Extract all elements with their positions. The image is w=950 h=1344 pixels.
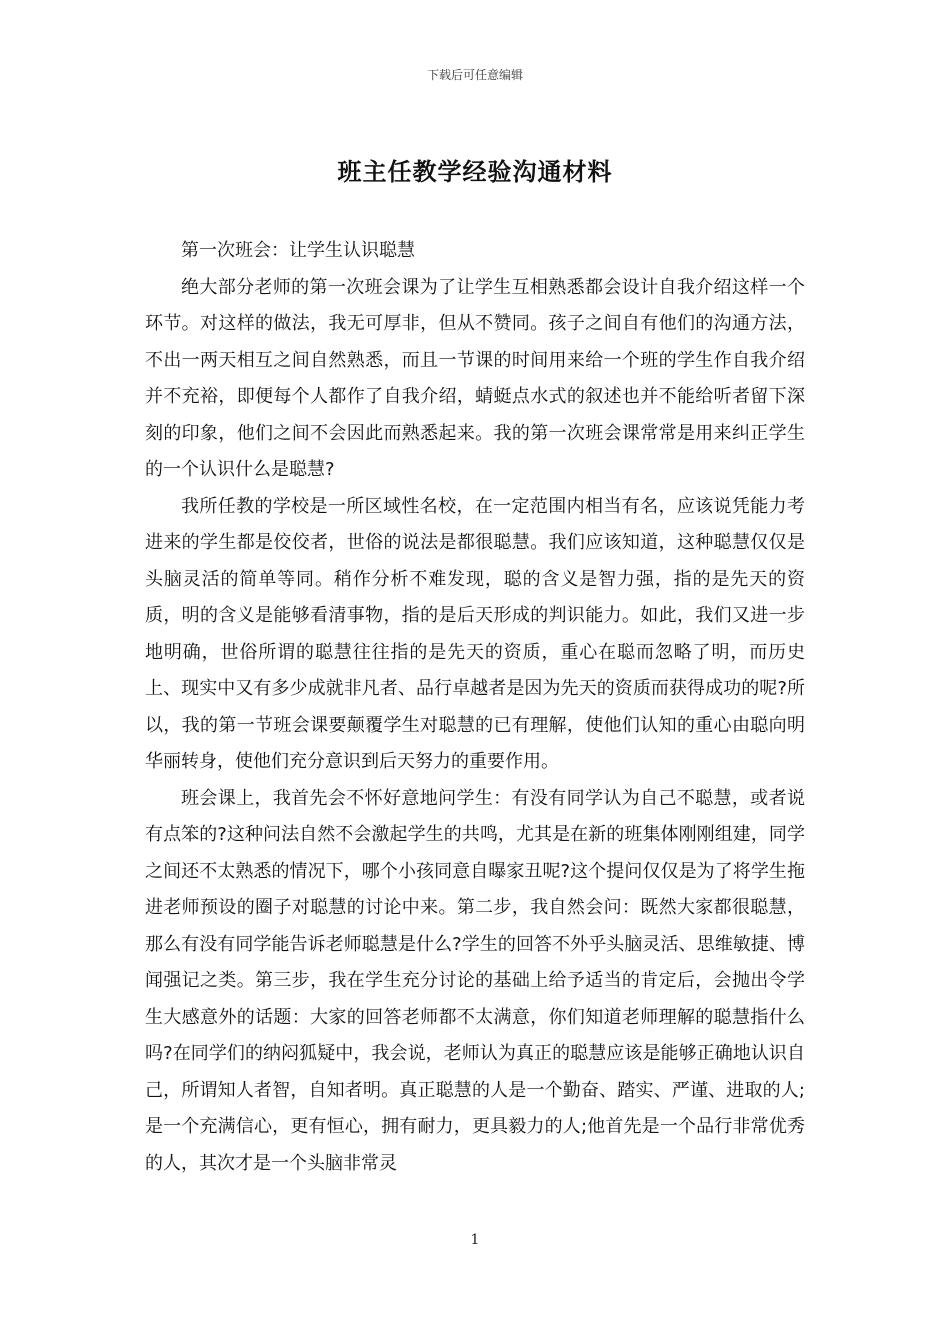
paragraph: 我所任教的学校是一所区域性名校，在一定范围内相当有名，应该说凭能力考进来的学生都是佼佼者，世俗的说法是都很聪慧。我们应该知道，这种聪慧仅仅是头脑灵活的简单等同。稍作分析不难发现，聪的含义是智力强，指的是先天的资质，明的含义是能够看清事物，指的是后天形成的判识能力。如此，我们又进一步地明确，世俗所谓的聪慧往往指的是先天的资质，重心在聪而忽略了明，而历史上、现实中又有多少成就非凡者、品行卓越者是因为先天的资质而获得成功的呢?所以，我的第一节班会课要颠覆学生对聪慧的已有理解，使他们认知的重心由聪向明华丽转身，使他们充分意识到后天努力的重要作用。 xyxy=(145,495,805,772)
document-body xyxy=(145,233,805,1182)
page-number: 1 xyxy=(470,1232,480,1248)
page-header-note: 下载后可任意编辑 xyxy=(426,68,523,82)
section-heading: 第一次班会：让学生认识聪慧 xyxy=(181,240,415,261)
paragraph: 班会课上，我首先会不怀好意地问学生：有没有同学认为自己不聪慧，或者说有点笨的?这种问法自然不会激起学生的共鸣，尤其是在新的班集体刚刚组建，同学之间还不太熟悉的情况下，哪个小孩同意自曝家丑呢?这个提问仅仅是为了将学生拖进老师预设的圈子对聪慧的讨论中来。第二步，我自然会问：既然大家都很聪慧，那么有没有同学能告诉老师聪慧是什么?学生的回答不外乎头脑灵活、思维敏捷、博闻强记之类。第三步，我在学生充分讨论的基础上给予适当的肯定后，会抛出令学生大感意外的话题：大家的回答老师都不太满意，你们知道老师理解的聪慧指什么吗?在同学们的纳闷狐疑中，我会说，老师认为真正的聪慧应该是能够正确地认识自己，所谓知人者智，自知者明。真正聪慧的人是一个勤奋、踏实、严谨、进取的人;是一个充满信心，更有恒心，拥有耐力，更具毅力的人;他首先是一个品行非常优秀的人，其次才是一个头脑非常灵 xyxy=(145,787,805,1174)
document-title: 班主任教学经验沟通材料 xyxy=(337,158,613,186)
paragraph: 绝大部分老师的第一次班会课为了让学生互相熟悉都会设计自我介绍这样一个环节。对这样的做法，我无可厚非，但从不赞同。孩子之间自有他们的沟通方法，不出一两天相互之间自然熟悉，而且一节课的时间用来给一个班的学生作自我介绍并不充裕，即便每个人都作了自我介绍，蜻蜓点水式的叙述也并不能给听者留下深刻的印象，他们之间不会因此而熟悉起来。我的第一次班会课常常是用来纠正学生的一个认识什么是聪慧? xyxy=(145,276,805,480)
